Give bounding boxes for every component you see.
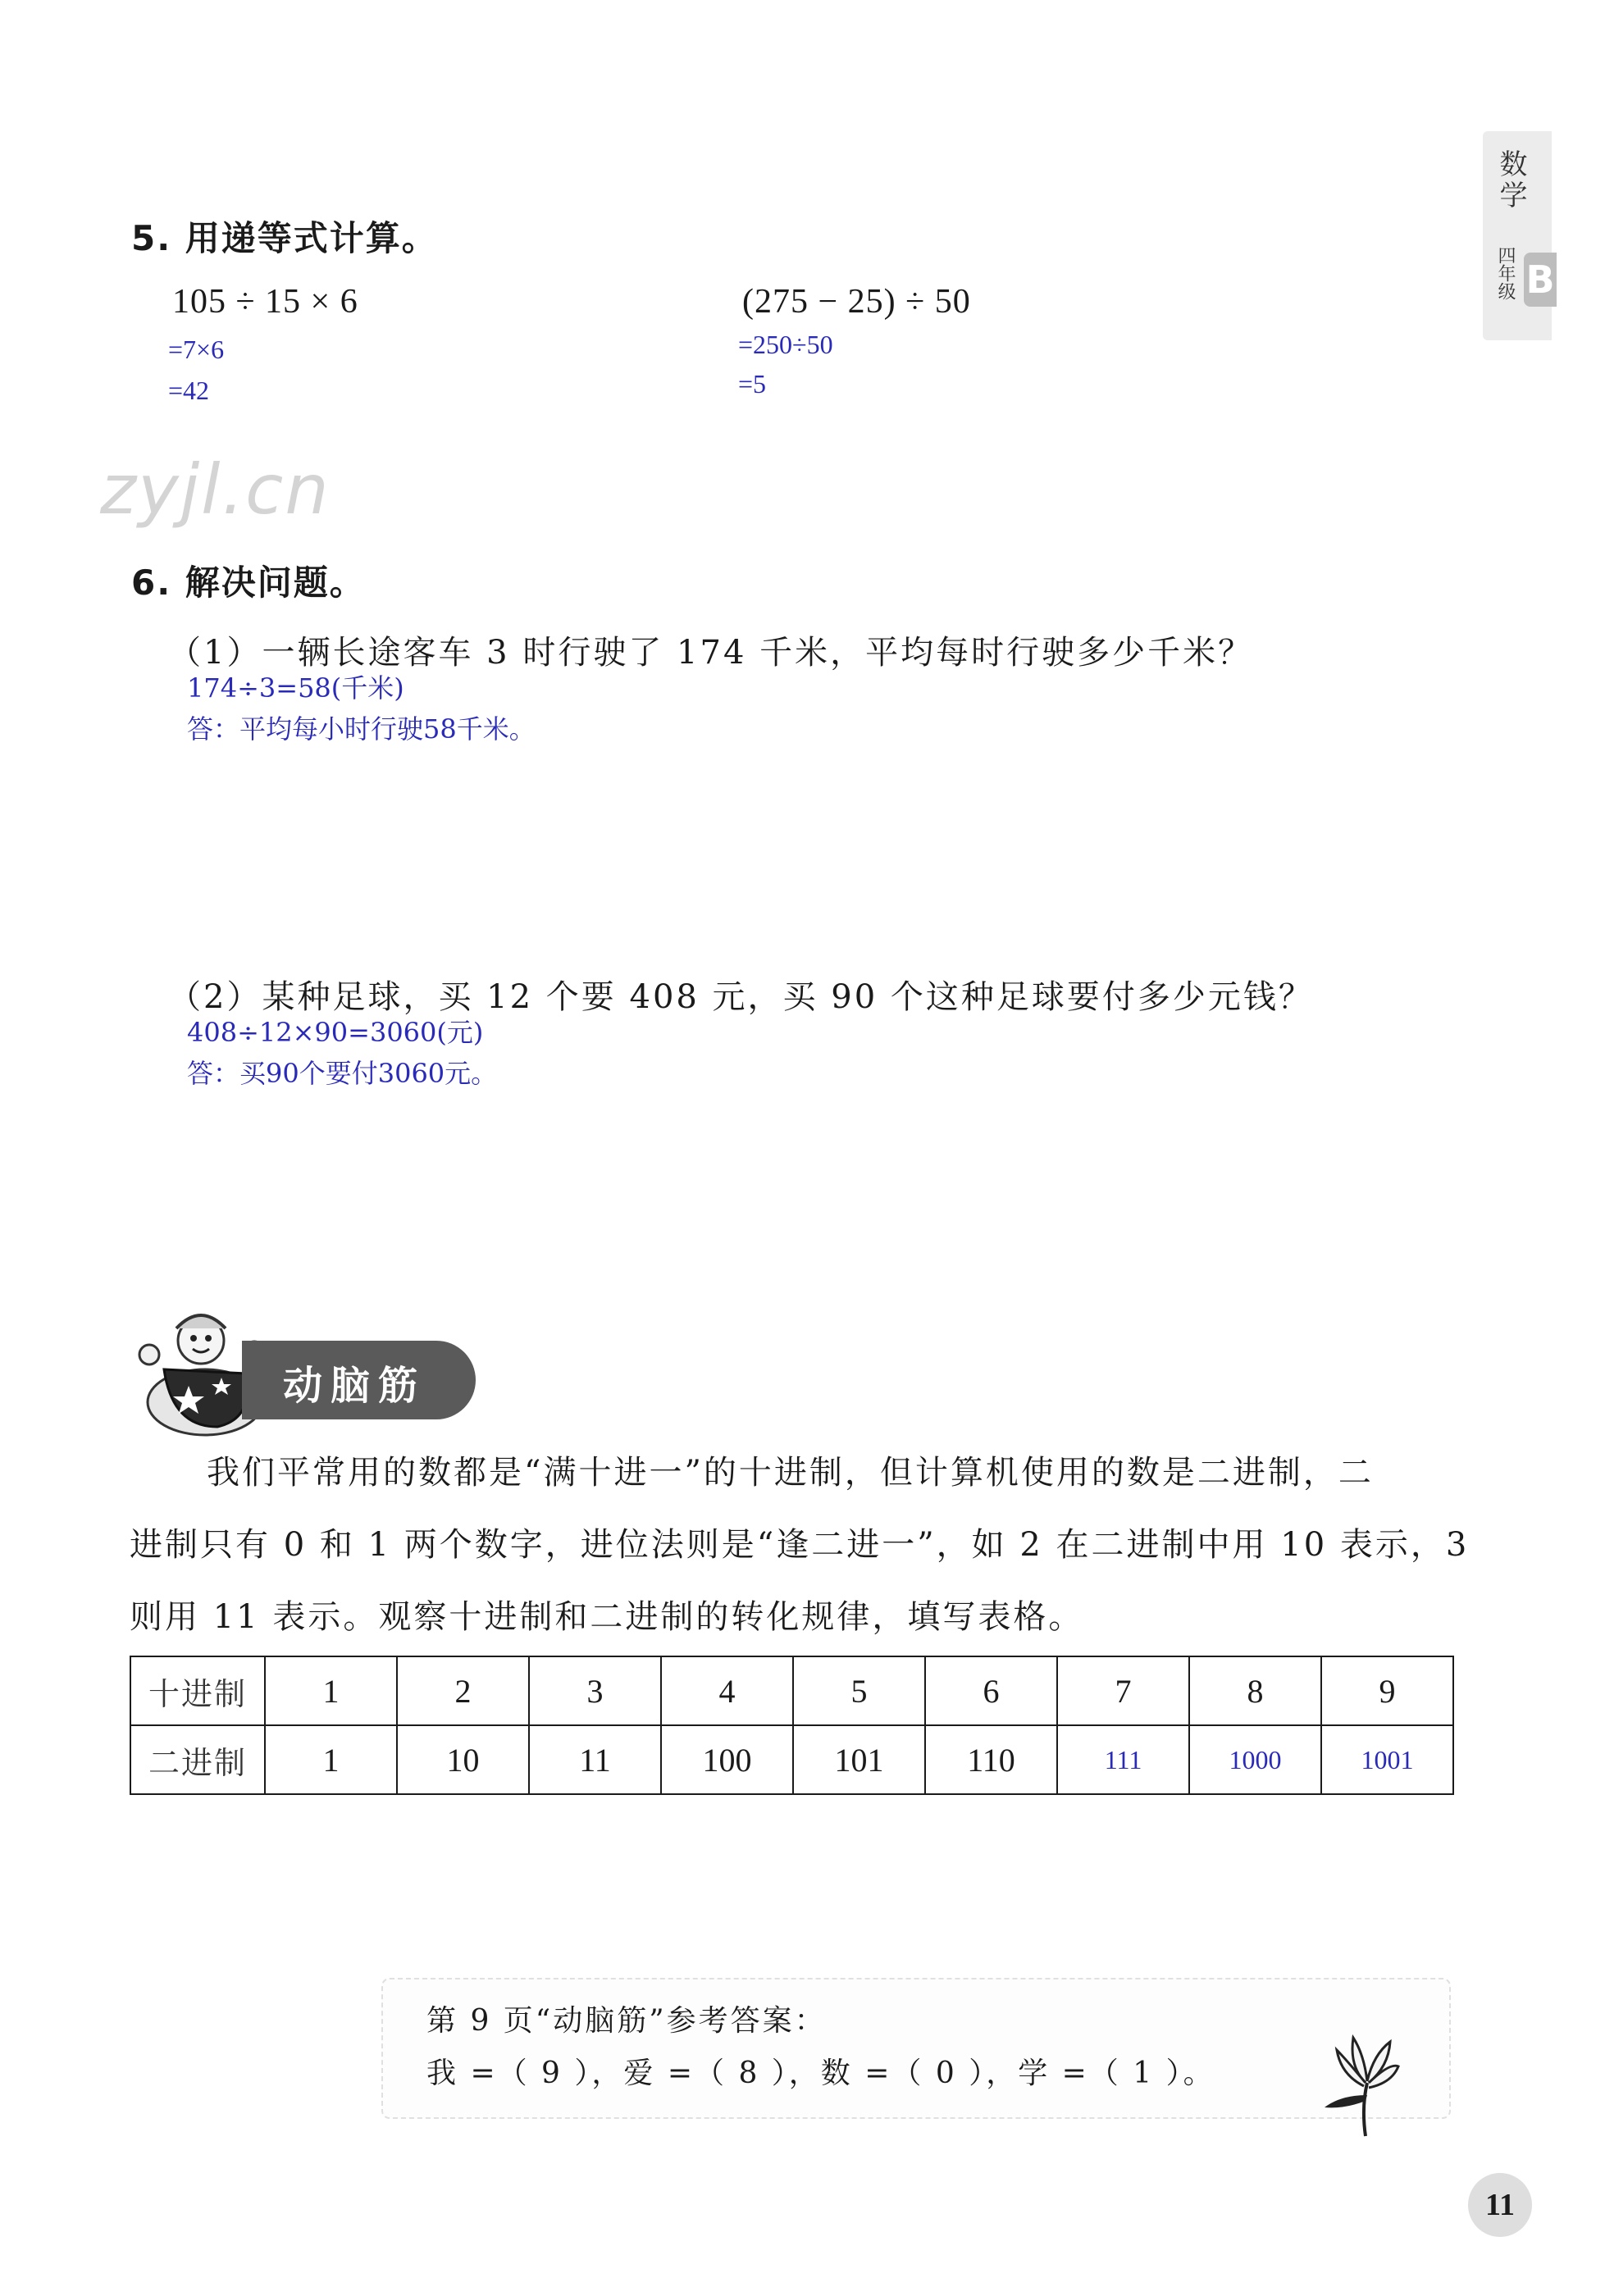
row-header-decimal: 十进制 (130, 1656, 265, 1725)
q5-right-step-2: =5 (738, 369, 767, 399)
brain-paragraph-line-1: 我们平常用的数都是“满十进一”的十进制，但计算机使用的数是二进制，二 (207, 1454, 1374, 1492)
brain-teaser-title: 动脑筋 (283, 1363, 426, 1409)
decimal-cell: 9 (1321, 1656, 1453, 1725)
q5-title: 5. 用递等式计算。 (131, 218, 438, 258)
brain-teaser-banner (242, 1341, 476, 1419)
q6-part1-question: （1）一辆长途客车 3 时行驶了 174 千米，平均每时行驶多少千米？ (168, 634, 1254, 672)
watermark-text: zyjl.cn (100, 449, 331, 530)
decimal-cell: 5 (793, 1656, 925, 1725)
side-tab (1483, 131, 1555, 340)
decimal-cell: 3 (529, 1656, 661, 1725)
decimal-cell: 7 (1057, 1656, 1189, 1725)
binary-cell: 11 (529, 1725, 661, 1794)
brain-paragraph-line-3: 则用 11 表示。观察十进制和二进制的转化规律，填写表格。 (130, 1598, 1084, 1636)
q5-right-expression: (275 − 25) ÷ 50 (742, 283, 971, 321)
subject-label: 数学 (1494, 149, 1527, 212)
q6-part2-question: （2）某种足球，买 12 个要 408 元，买 90 个这种足球要付多少元钱？ (168, 978, 1314, 1016)
table-row-decimal (130, 1656, 1453, 1725)
binary-answer-cell: 111 (1057, 1725, 1189, 1794)
q5-left-expression: 105 ÷ 15 × 6 (172, 283, 358, 321)
q5-left-step-1: =7×6 (168, 335, 225, 364)
page-number: 11 (1468, 2173, 1532, 2237)
flower-icon (1316, 2017, 1407, 2140)
brain-paragraph-line-2: 进制只有 0 和 1 两个数字，进位法则是“逢二进一”，如 2 在二进制中用 10 表示，3 (130, 1526, 1470, 1564)
reference-title: 第 9 页“动脑筋”参考答案： (426, 2004, 827, 2038)
decimal-cell: 2 (397, 1656, 529, 1725)
q6-part2-answer: 答：买90个要付3060元。 (187, 1058, 498, 1089)
table-row-binary (130, 1725, 1453, 1794)
q6-part1-calc: 174÷3=58(千米) (187, 672, 404, 704)
grade-label: 四年级 (1495, 246, 1516, 300)
binary-cell: 110 (925, 1725, 1057, 1794)
q6-part2-calc: 408÷12×90=3060(元) (187, 1017, 484, 1048)
binary-answer-cell: 1001 (1321, 1725, 1453, 1794)
q6-title: 6. 解决问题。 (131, 563, 366, 603)
row-header-binary: 二进制 (130, 1725, 265, 1794)
binary-cell: 101 (793, 1725, 925, 1794)
q5-right-step-1: =250÷50 (738, 330, 833, 359)
conversion-table (130, 1656, 1454, 1795)
binary-cell: 1 (265, 1725, 397, 1794)
decimal-cell: 6 (925, 1656, 1057, 1725)
binary-cell: 10 (397, 1725, 529, 1794)
decimal-cell: 8 (1189, 1656, 1321, 1725)
decimal-cell: 1 (265, 1656, 397, 1725)
reference-answers: 我 =（ 9 ），爱 =（ 8 ），数 =（ 0 ），学 =（ 1 ）。 (426, 2057, 1215, 2090)
q6-part1-answer: 答：平均每小时行驶58千米。 (187, 713, 536, 745)
q5-left-step-2: =42 (168, 376, 210, 405)
binary-answer-cell: 1000 (1189, 1725, 1321, 1794)
decimal-cell: 4 (661, 1656, 793, 1725)
edition-badge: B (1524, 253, 1557, 307)
binary-cell: 100 (661, 1725, 793, 1794)
